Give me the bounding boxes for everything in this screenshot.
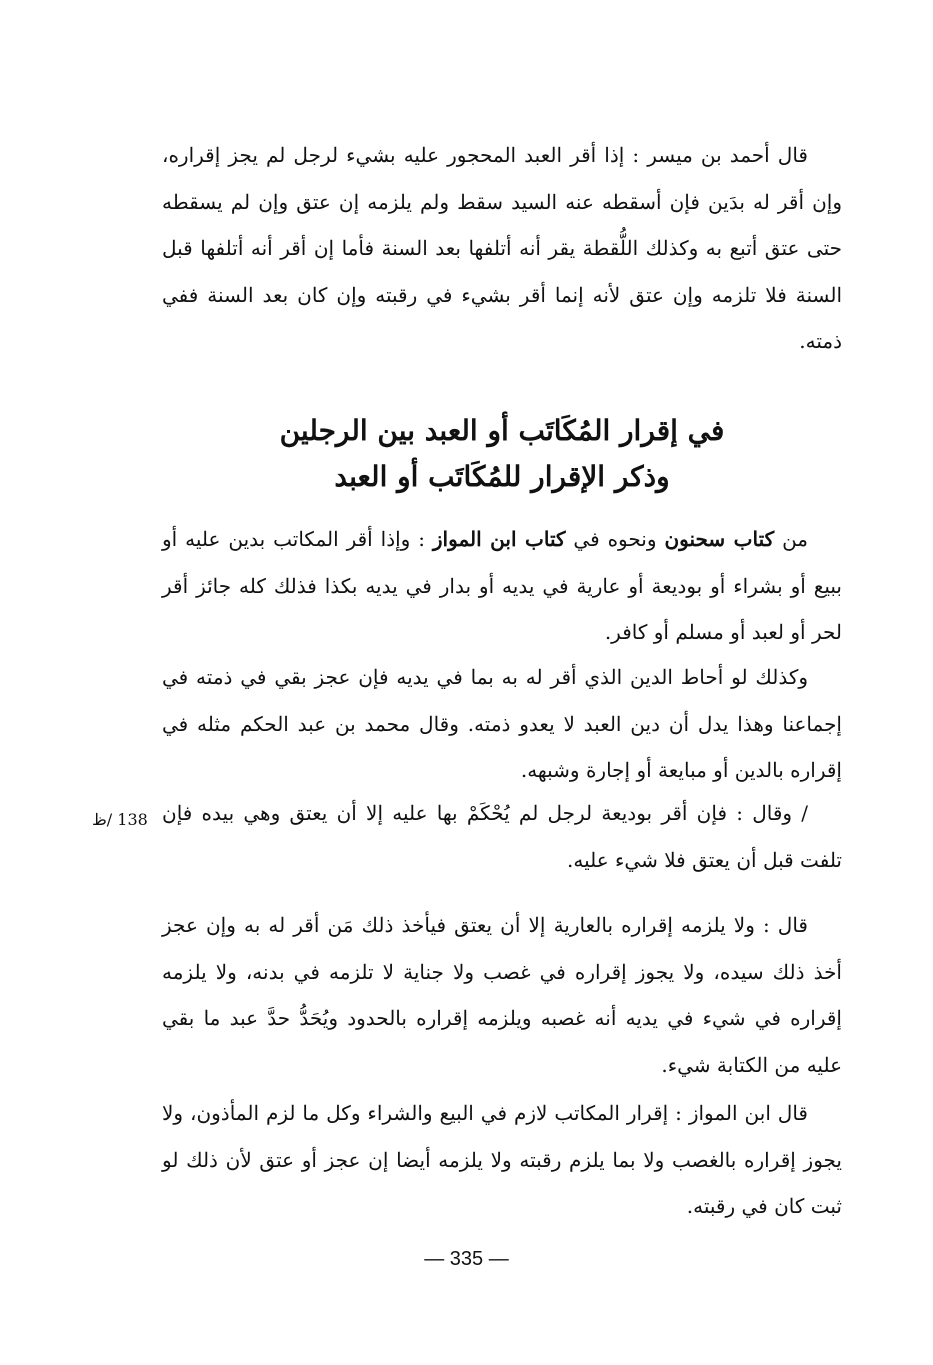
- book-title-ibn-al-mawwaz: كتاب ابن المواز: [432, 527, 566, 551]
- paragraph-deposit: [162, 790, 842, 883]
- text-rest: : وإذا أقر المكاتب بدين عليه أو ببيع أو بشراء أو بوديعة أو عارية في يديه أو بدار في يديه بكذا فذلك كله جائز أقر لحر أو لعبد أو مسلم أو كافر.: [162, 527, 842, 644]
- paragraph-text: وكذلك لو أحاط الدين الذي أقر له به بما في يديه فإن عجز بقي في ذمته في إجماعنا وهذا يدل أن دين العبد لا يعدو ذمته. وقال محمد بن عبد الحكم مثله في إقراره بالدين أو مبايعة أو إجارة وشبهه.: [162, 665, 842, 782]
- paragraph-text: قال : ولا يلزمه إقراره بالعارية إلا أن يعتق فيأخذ ذلك مَن أقر له به وإن عجز أخذ ذلك سيده، ولا يجوز إقراره في غصب ولا جناية لا تلزمه في بدنه، ولا يلزمه إقراره في شيء في يديه أنه غصبه ويلزمه إقراره بالحدود ويُحَدُّ حدَّ عبد ما بقي عليه من الكتابة شيء.: [162, 913, 842, 1077]
- text-prefix: من: [774, 527, 809, 551]
- paragraph-ibn-al-mawwaz: [162, 1090, 842, 1230]
- margin-folio-reference: 138 /ظ: [92, 810, 148, 829]
- paragraph-text: / وقال : فإن أقر بوديعة لرجل لم يُحْكَمْ بها عليه إلا أن يعتق وهي بيده فإن تلفت قبل أن يعتق فلا شيء عليه.: [162, 801, 842, 872]
- paragraph-debt: [162, 654, 842, 794]
- paragraph-text: قال ابن المواز : إقرار المكاتب لازم في البيع والشراء وكل ما لزم المأذون، ولا يجوز إقراره بالغصب ولا بما يلزم رقبته ولا يلزمه أيضا إن عجز أو عتق لأن ذلك لو ثبت كان في رقبته.: [162, 1101, 842, 1218]
- page-number: — 335 —: [424, 1248, 509, 1270]
- section-heading-line-2: وذكر الإقرار للمُكَاتَب أو العبد: [334, 460, 670, 493]
- paragraph-sahnun: [162, 516, 842, 656]
- book-title-sahnun: كتاب سحنون: [664, 527, 775, 551]
- text-middle: ونحوه في: [565, 527, 665, 551]
- paragraph-loan: [162, 902, 842, 1088]
- paragraph-ahmad-ibn-muyassar: [162, 132, 842, 365]
- paragraph-text: قال أحمد بن ميسر : إذا أقر العبد المحجور عليه بشيء لرجل لم يجز إقراره، وإن أقر له بدَين فإن أسقطه عنه السيد سقط ولم يلزمه إن عتق وإن لم يسقطه حتى عتق أتبع به وكذلك اللُّقطة يقر أنه أتلفها بعد السنة فأما إن أقر أنه أتلفها قبل السنة فلا تلزمه وإن عتق لأنه إنما أقر بشيء في رقبته وإن كان بعد السنة ففي ذمته.: [162, 143, 842, 353]
- section-heading-line-1: في إقرار المُكَاتَب أو العبد بين الرجلين: [279, 414, 725, 447]
